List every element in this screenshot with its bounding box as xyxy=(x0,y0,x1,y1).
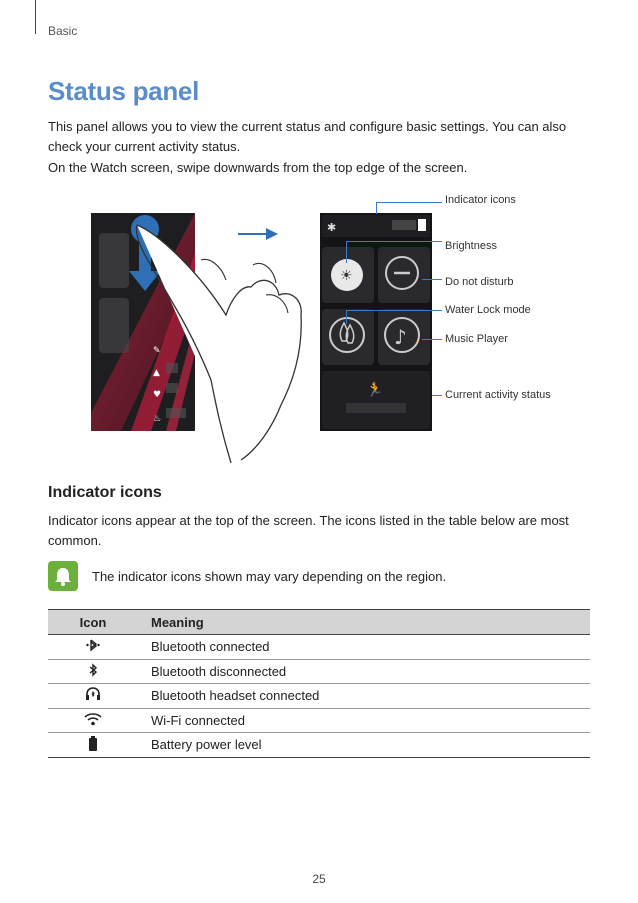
leader-brightness xyxy=(346,241,442,242)
bell-icon xyxy=(48,561,78,591)
table-row xyxy=(48,733,590,758)
bluetooth-headset-icon xyxy=(48,684,138,709)
leader-indicator xyxy=(376,202,442,203)
page-number: 25 xyxy=(312,872,326,886)
table-row xyxy=(48,684,590,709)
leader-music xyxy=(422,339,442,340)
table-row xyxy=(48,708,590,733)
column-header-icon: Icon xyxy=(48,610,138,635)
svg-text:♪: ♪ xyxy=(394,325,407,349)
leader-activity xyxy=(432,395,442,396)
watch-screen-status-panel xyxy=(320,213,432,431)
table-cell-meaning: Bluetooth disconnected xyxy=(138,659,590,684)
battery-icon xyxy=(48,733,138,758)
label-water-lock-mode: Water Lock mode xyxy=(445,304,531,316)
header-rule xyxy=(35,0,36,34)
svg-text:✱: ✱ xyxy=(327,221,337,234)
label-current-activity-status: Current activity status xyxy=(445,389,551,401)
indicator-icons-table xyxy=(48,609,590,758)
status-panel-illustration xyxy=(320,213,432,431)
intro-line-1: This panel allows you to view the current status and configure basic settings. You can also xyxy=(48,119,567,134)
intro-line-3: On the Watch screen, swipe downwards from the top edge of the screen. xyxy=(48,160,468,175)
intro-line-2: check your current activity status. xyxy=(48,139,241,154)
leader-brightness-vertical xyxy=(346,241,347,263)
leader-dnd xyxy=(422,279,442,280)
svg-text:♨: ♨ xyxy=(153,414,162,424)
svg-text:✎: ✎ xyxy=(153,346,161,356)
label-indicator-icons: Indicator icons xyxy=(445,194,516,206)
bluetooth-disconnected-icon xyxy=(48,659,138,684)
svg-text:🏃: 🏃 xyxy=(366,382,384,398)
label-do-not-disturb: Do not disturb xyxy=(445,276,514,288)
table-row xyxy=(48,659,590,684)
page-title: Status panel xyxy=(48,76,199,106)
label-brightness: Brightness xyxy=(445,240,497,252)
svg-text:▲: ▲ xyxy=(153,368,160,378)
svg-text:♥: ♥ xyxy=(153,390,162,400)
column-header-meaning: Meaning xyxy=(138,610,590,635)
section2-para-line-2: common. xyxy=(48,533,102,548)
leader-water xyxy=(346,310,442,311)
svg-text:☀: ☀ xyxy=(340,268,353,284)
note-text: The indicator icons shown may vary depending on the region. xyxy=(92,569,447,584)
table-header-row xyxy=(48,610,590,635)
arrow-right-icon xyxy=(238,226,278,242)
table-row xyxy=(48,635,590,660)
table-cell-meaning: Wi-Fi connected xyxy=(138,708,590,733)
swipe-gesture-illustration xyxy=(91,205,306,465)
leader-indicator-vertical xyxy=(376,202,377,214)
label-music-player: Music Player xyxy=(445,333,508,345)
leader-water-vertical xyxy=(346,310,347,324)
table-cell-meaning: Bluetooth connected xyxy=(138,635,590,660)
section-header: Basic xyxy=(48,24,78,38)
section-heading-indicator-icons: Indicator icons xyxy=(48,484,162,501)
table-cell-meaning: Bluetooth headset connected xyxy=(138,684,590,709)
section2-para-line-1: Indicator icons appear at the top of the screen. The icons listed in the table below are most xyxy=(48,513,569,528)
bluetooth-connected-icon xyxy=(48,635,138,660)
table-cell-meaning: Battery power level xyxy=(138,733,590,758)
wifi-icon xyxy=(48,708,138,733)
